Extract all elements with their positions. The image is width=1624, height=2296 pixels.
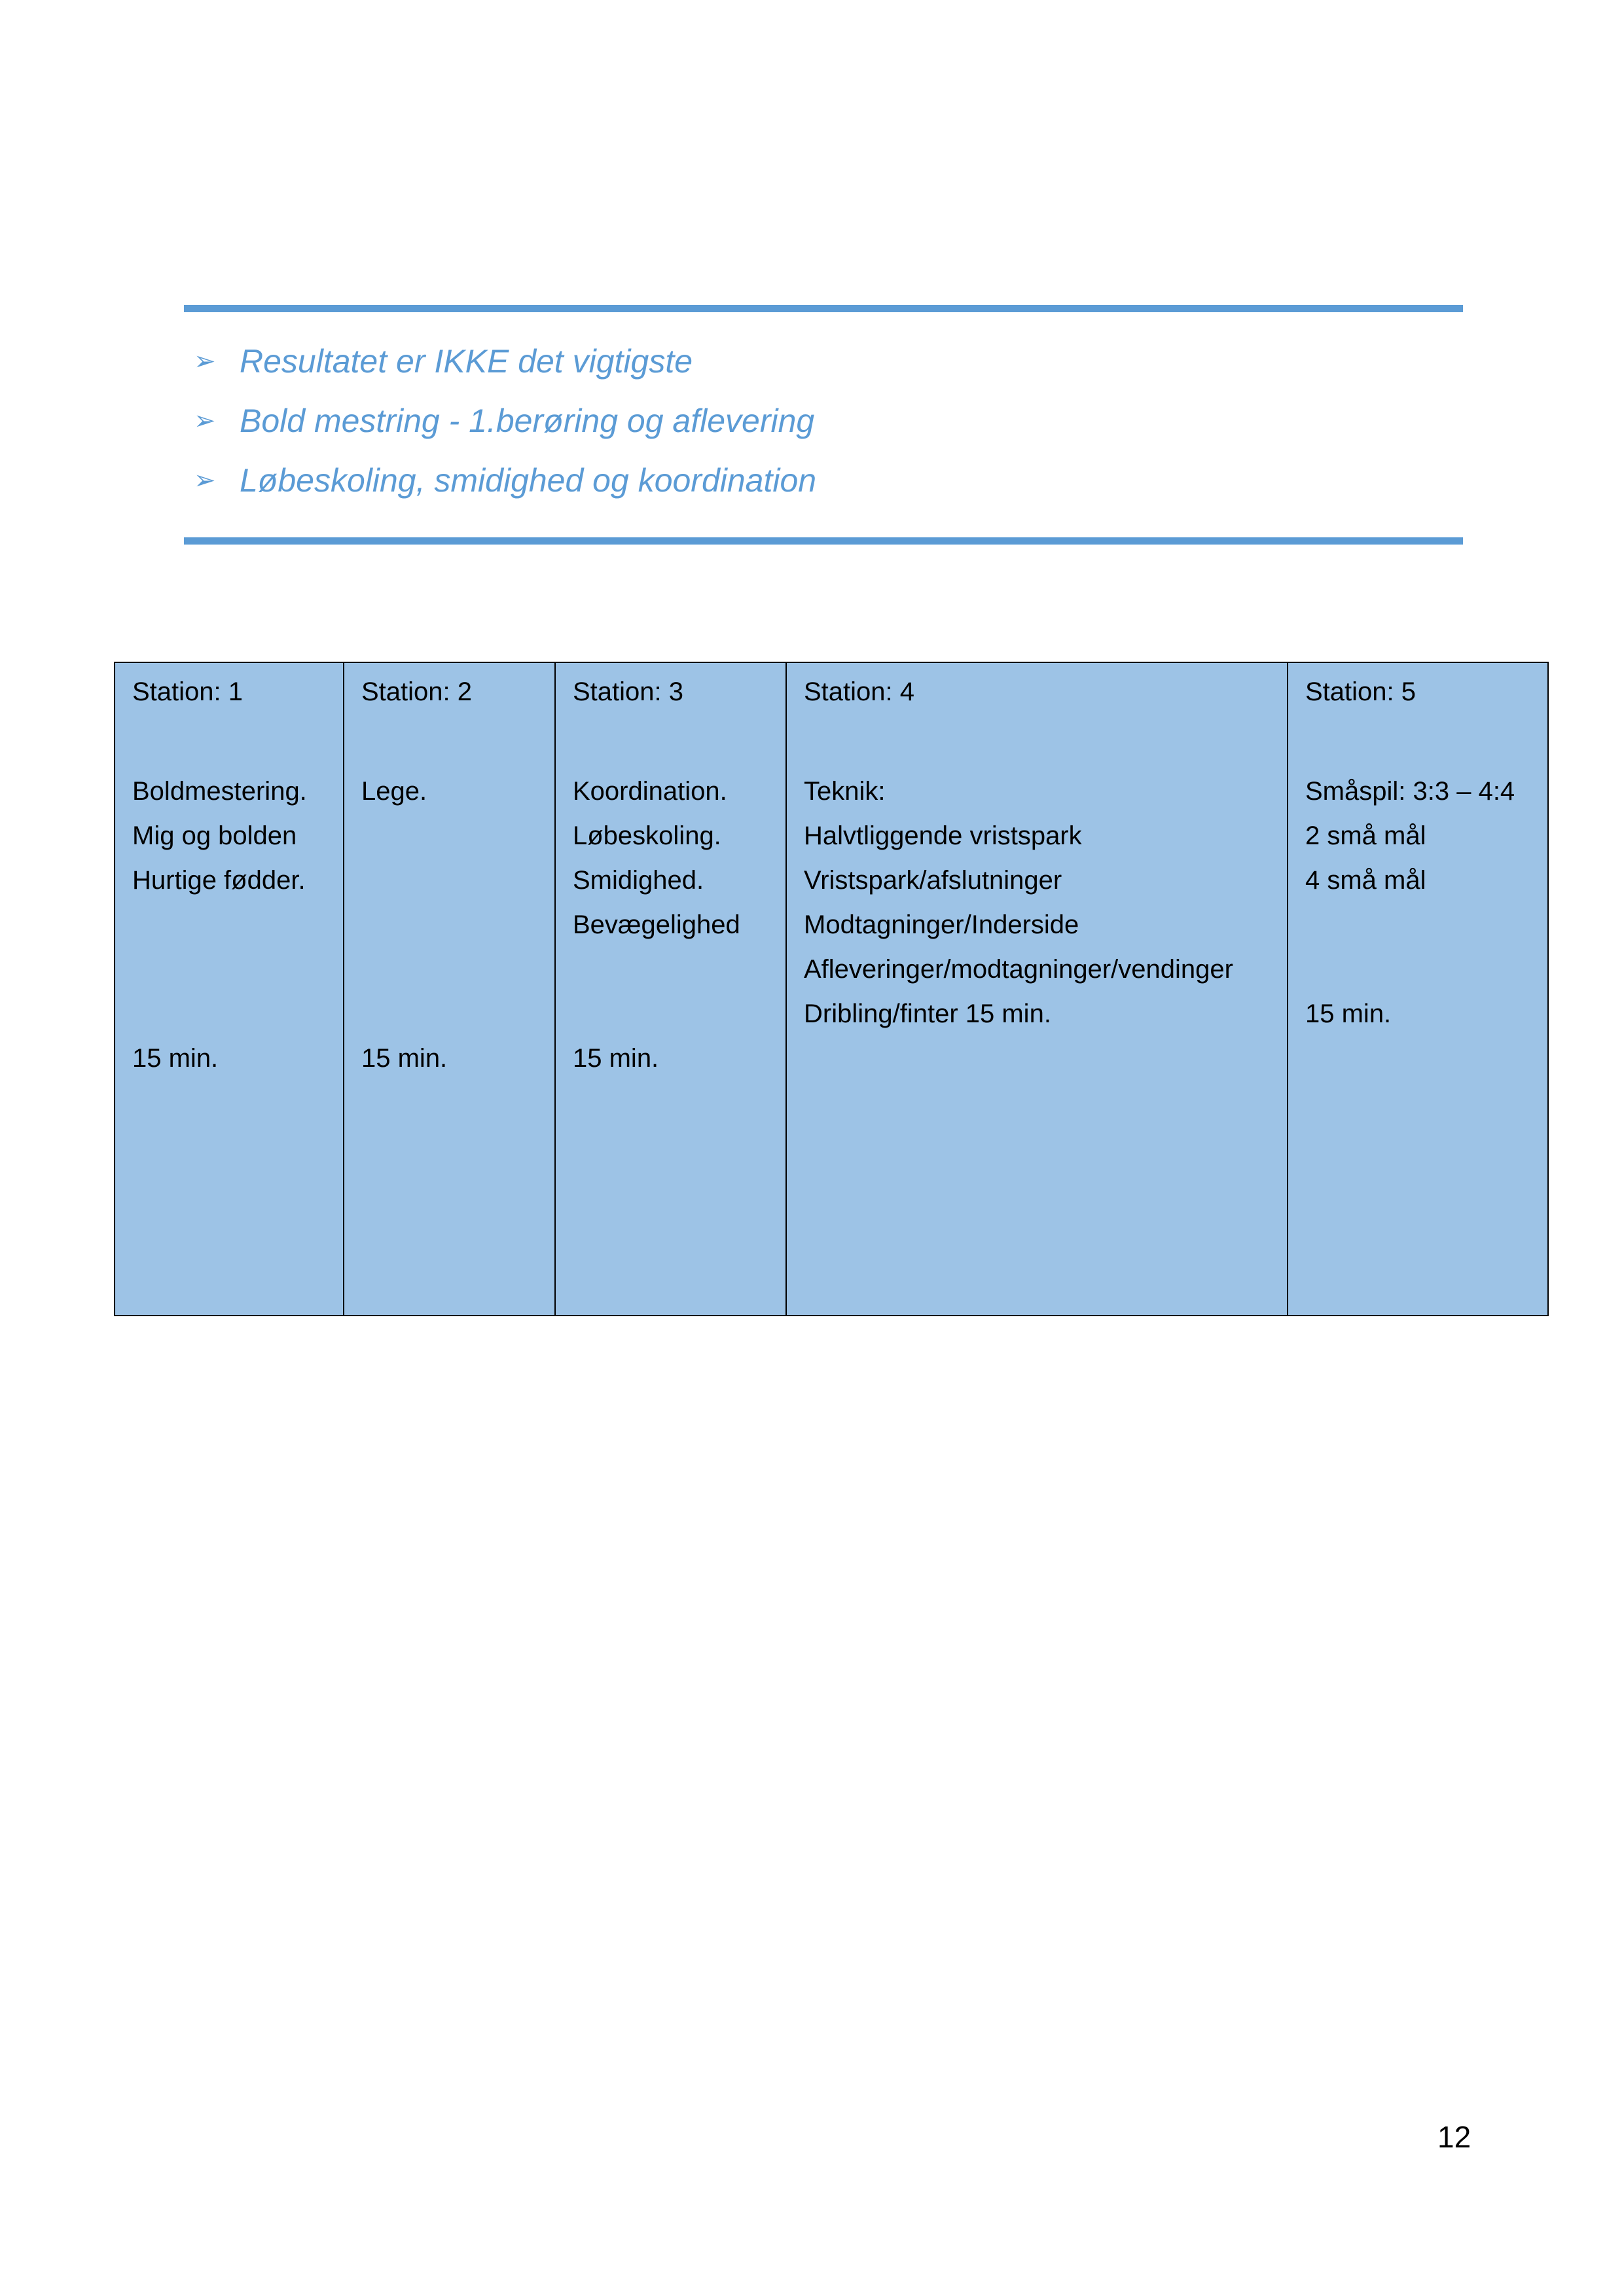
arrow-bullet-icon: ➢ (194, 465, 216, 495)
key-points-callout (184, 305, 1463, 546)
station-line: Lege. (361, 777, 427, 806)
station-duration: 15 min. (1305, 999, 1392, 1028)
station-duration: 15 min. (132, 1044, 219, 1073)
station-title: Station: 5 (1305, 677, 1416, 706)
key-point-text: Resultatet er IKKE det vigtigste (240, 342, 693, 380)
station-line: Småspil: 3:3 – 4:4 (1305, 777, 1515, 806)
station-line: Vristspark/afslutninger (804, 866, 1062, 895)
station-line: Boldmestering. (132, 777, 307, 806)
station-line: Afleveringer/modtagninger/vendinger (804, 955, 1233, 984)
station-line: Hurtige fødder. (132, 866, 306, 895)
station-line: Teknik: (804, 777, 886, 806)
page-number: 12 (1437, 2120, 1471, 2154)
station-cell-3 (555, 662, 786, 1316)
station-line: Løbeskoling. (573, 821, 721, 850)
arrow-bullet-icon: ➢ (194, 346, 216, 376)
station-title: Station: 2 (361, 677, 473, 706)
station-cell-1 (115, 662, 344, 1316)
station-line: Modtagninger/Inderside (804, 910, 1079, 939)
station-cell-5 (1288, 662, 1548, 1316)
station-duration: 15 min. (361, 1044, 448, 1073)
station-line: Koordination. (573, 777, 727, 806)
key-point-text: Bold mestring - 1.berøring og aflevering (240, 402, 815, 439)
station-title: Station: 3 (573, 677, 684, 706)
stations-row (115, 662, 1548, 1316)
key-point-text: Løbeskoling, smidighed og koordination (240, 461, 817, 499)
key-point-item (194, 391, 816, 450)
station-title: Station: 4 (804, 677, 915, 706)
station-line: Smidighed. (573, 866, 704, 895)
station-line: Bevægelighed (573, 910, 740, 939)
key-point-item (194, 450, 816, 510)
station-line: 2 små mål (1305, 821, 1426, 850)
station-duration: 15 min. (573, 1044, 659, 1073)
station-title: Station: 1 (132, 677, 244, 706)
station-line: Mig og bolden (132, 821, 297, 850)
station-line: 4 små mål (1305, 866, 1426, 895)
station-duration: Dribling/finter 15 min. (804, 999, 1051, 1028)
callout-top-rule (184, 305, 1463, 312)
stations-table (114, 662, 1549, 1316)
arrow-bullet-icon: ➢ (194, 406, 216, 435)
key-points-list (194, 331, 816, 510)
station-cell-4 (786, 662, 1288, 1316)
callout-bottom-rule (184, 537, 1463, 545)
key-point-item (194, 331, 816, 391)
station-cell-2 (344, 662, 555, 1316)
station-line: Halvtliggende vristspark (804, 821, 1082, 850)
